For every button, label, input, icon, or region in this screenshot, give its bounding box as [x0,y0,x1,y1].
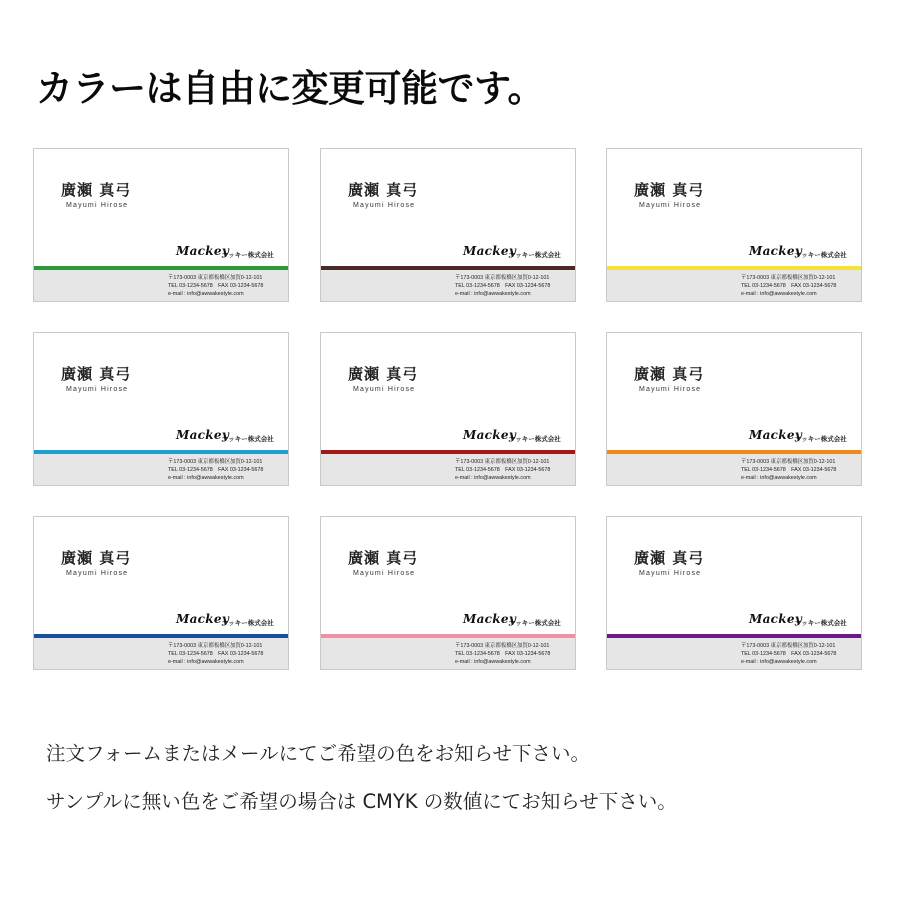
card-romaji-name: Mayumi Hirose [66,570,129,577]
card-address: 〒173-0003 東京都板橋区加賀0-12-101 [741,459,836,465]
card-color-stripe [607,450,861,454]
business-card-sample [606,516,862,670]
card-name: 廣瀬 真弓 [61,365,132,383]
business-card-sample [320,148,576,302]
card-email: e-mail : info@awwakestyle.com [455,291,531,298]
card-color-stripe [607,266,861,270]
card-address: 〒173-0003 東京都板橋区加賀0-12-101 [455,275,550,281]
card-address: 〒173-0003 東京都板橋区加賀0-12-101 [455,459,550,465]
card-name: 廣瀬 真弓 [634,549,705,567]
card-logo: Mackey [463,428,517,442]
card-logo: Mackey [463,612,517,626]
business-card-sample [606,332,862,486]
card-email: e-mail : info@awwakestyle.com [168,659,244,666]
card-romaji-name: Mayumi Hirose [353,386,416,393]
card-color-stripe [321,450,575,454]
business-card-sample [320,516,576,670]
card-phone: TEL 03-1234-5678 FAX 03-1234-5678 [168,467,264,474]
card-contact-info [168,642,263,667]
card-name: 廣瀬 真弓 [348,365,419,383]
card-phone: TEL 03-1234-5678 FAX 03-1234-5678 [455,651,551,658]
card-contact-info [455,642,550,667]
card-logo: Mackey [463,244,517,258]
card-contact-info [168,274,263,299]
card-contact-info [455,274,550,299]
card-phone: TEL 03-1234-5678 FAX 03-1234-5678 [168,283,264,290]
card-logo: Mackey [749,612,803,626]
card-logo: Mackey [176,612,230,626]
card-phone: TEL 03-1234-5678 FAX 03-1234-5678 [741,467,837,474]
card-romaji-name: Mayumi Hirose [66,202,129,209]
card-phone: TEL 03-1234-5678 FAX 03-1234-5678 [168,651,264,658]
business-card-sample [33,148,289,302]
card-email: e-mail : info@awwakestyle.com [455,659,531,666]
card-email: e-mail : info@awwakestyle.com [741,475,817,482]
card-name: 廣瀬 真弓 [61,181,132,199]
card-color-stripe [321,634,575,638]
card-name: 廣瀬 真弓 [348,181,419,199]
card-contact-info [168,458,263,483]
card-email: e-mail : info@awwakestyle.com [741,291,817,298]
headline: カラーは自由に変更可能です。 [36,67,545,110]
card-name: 廣瀬 真弓 [634,181,705,199]
card-address: 〒173-0003 東京都板橋区加賀0-12-101 [168,643,263,649]
card-romaji-name: Mayumi Hirose [353,570,416,577]
card-phone: TEL 03-1234-5678 FAX 03-1234-5678 [455,283,551,290]
business-card-sample [320,332,576,486]
card-romaji-name: Mayumi Hirose [639,570,702,577]
card-logo: Mackey [176,244,230,258]
business-card-sample [606,148,862,302]
business-card-sample [33,516,289,670]
card-company-name: マッキー株式会社 [509,619,561,627]
card-phone: TEL 03-1234-5678 FAX 03-1234-5678 [741,651,837,658]
card-color-stripe [607,634,861,638]
card-color-stripe [34,634,288,638]
card-color-stripe [321,266,575,270]
card-contact-info [741,458,836,483]
card-address: 〒173-0003 東京都板橋区加賀0-12-101 [741,643,836,649]
card-company-name: マッキー株式会社 [222,435,274,443]
card-company-name: マッキー株式会社 [795,251,847,259]
card-color-stripe [34,266,288,270]
card-company-name: マッキー株式会社 [509,251,561,259]
card-romaji-name: Mayumi Hirose [639,386,702,393]
card-email: e-mail : info@awwakestyle.com [455,475,531,482]
card-logo: Mackey [749,428,803,442]
card-company-name: マッキー株式会社 [795,619,847,627]
card-company-name: マッキー株式会社 [509,435,561,443]
card-logo: Mackey [749,244,803,258]
card-contact-info [455,458,550,483]
card-email: e-mail : info@awwakestyle.com [168,291,244,298]
card-email: e-mail : info@awwakestyle.com [741,659,817,666]
order-instruction-text: 注文フォームまたはメールにてご希望の色をお知らせ下さい。 [46,742,591,765]
card-company-name: マッキー株式会社 [222,251,274,259]
card-email: e-mail : info@awwakestyle.com [168,475,244,482]
card-name: 廣瀬 真弓 [634,365,705,383]
card-name: 廣瀬 真弓 [61,549,132,567]
card-romaji-name: Mayumi Hirose [639,202,702,209]
business-card-sample [33,332,289,486]
card-address: 〒173-0003 東京都板橋区加賀0-12-101 [455,643,550,649]
card-address: 〒173-0003 東京都板橋区加賀0-12-101 [168,275,263,281]
card-color-stripe [34,450,288,454]
card-phone: TEL 03-1234-5678 FAX 03-1234-5678 [741,283,837,290]
card-company-name: マッキー株式会社 [222,619,274,627]
card-contact-info [741,274,836,299]
card-company-name: マッキー株式会社 [795,435,847,443]
card-romaji-name: Mayumi Hirose [66,386,129,393]
card-address: 〒173-0003 東京都板橋区加賀0-12-101 [741,275,836,281]
card-contact-info [741,642,836,667]
card-logo: Mackey [176,428,230,442]
card-name: 廣瀬 真弓 [348,549,419,567]
card-address: 〒173-0003 東京都板橋区加賀0-12-101 [168,459,263,465]
card-phone: TEL 03-1234-5678 FAX 03-1234-5678 [455,467,551,474]
card-romaji-name: Mayumi Hirose [353,202,416,209]
custom-color-instruction-text: サンプルに無い色をご希望の場合は CMYK の数値にてお知らせ下さい。 [46,790,677,813]
